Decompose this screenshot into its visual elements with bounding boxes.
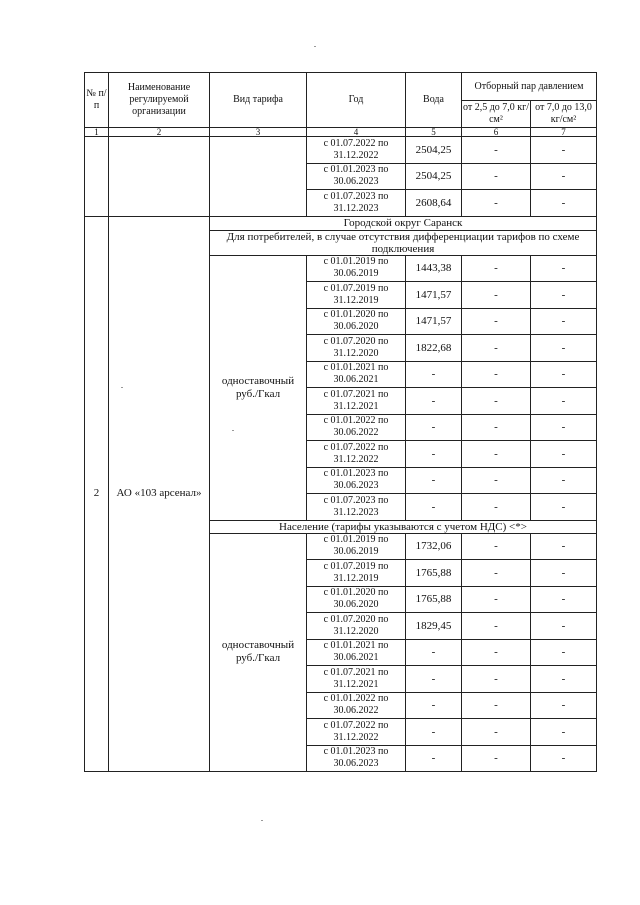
period-cell: с 01.01.2021 по 30.06.2021 — [307, 361, 406, 388]
scan-speck — [121, 387, 123, 388]
scan-speck — [261, 820, 263, 821]
period-cell: с 01.07.2019 по 31.12.2019 — [307, 282, 406, 309]
steam-high-cell: - — [531, 308, 597, 335]
header-no: № п/п — [85, 73, 109, 128]
steam-low-cell: - — [462, 441, 531, 468]
continued-org-cell — [109, 137, 210, 217]
steam-low-cell: - — [462, 137, 531, 164]
water-cell: - — [406, 666, 462, 693]
steam-high-cell: - — [531, 613, 597, 640]
steam-high-cell: - — [531, 533, 597, 560]
steam-low-cell: - — [462, 639, 531, 666]
water-cell: 1732,06 — [406, 533, 462, 560]
water-cell: 1765,88 — [406, 560, 462, 587]
water-cell: - — [406, 719, 462, 746]
water-cell: - — [406, 361, 462, 388]
period-cell: с 01.01.2019 по 30.06.2019 — [307, 255, 406, 282]
water-cell: 2608,64 — [406, 190, 462, 217]
column-number: 1 — [85, 128, 109, 137]
period-cell: с 01.07.2019 по 31.12.2019 — [307, 560, 406, 587]
steam-low-cell: - — [462, 666, 531, 693]
water-cell: - — [406, 494, 462, 521]
steam-high-cell: - — [531, 586, 597, 613]
steam-low-cell: - — [462, 255, 531, 282]
steam-high-cell: - — [531, 137, 597, 164]
steam-high-cell: - — [531, 414, 597, 441]
column-number: 4 — [307, 128, 406, 137]
period-cell: с 01.07.2022 по 31.12.2022 — [307, 441, 406, 468]
scan-speck — [314, 46, 316, 47]
steam-low-cell: - — [462, 282, 531, 309]
water-cell: 1822,68 — [406, 335, 462, 362]
steam-low-cell: - — [462, 335, 531, 362]
period-cell: с 01.07.2022 по 31.12.2022 — [307, 719, 406, 746]
tariff-type-cell: одноставочный руб./Гкал — [210, 533, 307, 772]
period-cell: с 01.01.2020 по 30.06.2020 — [307, 308, 406, 335]
steam-low-cell: - — [462, 361, 531, 388]
steam-low-cell: - — [462, 613, 531, 640]
period-cell: с 01.07.2020 по 31.12.2020 — [307, 335, 406, 362]
water-cell: - — [406, 467, 462, 494]
steam-low-cell: - — [462, 560, 531, 587]
steam-high-cell: - — [531, 467, 597, 494]
table-row — [85, 137, 597, 164]
period-cell: с 01.01.2023 по 30.06.2023 — [307, 163, 406, 190]
period-cell: с 01.01.2022 по 30.06.2022 — [307, 414, 406, 441]
period-cell: с 01.01.2023 по 30.06.2023 — [307, 745, 406, 772]
water-cell: 2504,25 — [406, 163, 462, 190]
scan-speck — [232, 430, 234, 431]
continued-tariff-cell — [210, 137, 307, 217]
steam-low-cell: - — [462, 467, 531, 494]
water-cell: - — [406, 745, 462, 772]
section-title: Для потребителей, в случае отсутствия дифференциации тарифов по схеме подключения — [210, 230, 597, 255]
steam-low-cell: - — [462, 190, 531, 217]
water-cell: 1765,88 — [406, 586, 462, 613]
steam-high-cell: - — [531, 255, 597, 282]
water-cell: - — [406, 441, 462, 468]
continued-number-cell — [85, 137, 109, 217]
water-cell: 2504,25 — [406, 137, 462, 164]
steam-high-cell: - — [531, 335, 597, 362]
district-title: Городской округ Саранск — [210, 216, 597, 230]
steam-low-cell: - — [462, 586, 531, 613]
steam-low-cell: - — [462, 533, 531, 560]
column-number: 2 — [109, 128, 210, 137]
steam-high-cell: - — [531, 639, 597, 666]
steam-high-cell: - — [531, 388, 597, 415]
steam-high-cell: - — [531, 163, 597, 190]
column-number: 3 — [210, 128, 307, 137]
period-cell: с 01.07.2021 по 31.12.2021 — [307, 666, 406, 693]
water-cell: 1829,45 — [406, 613, 462, 640]
water-cell: - — [406, 692, 462, 719]
steam-low-cell: - — [462, 494, 531, 521]
steam-high-cell: - — [531, 190, 597, 217]
column-number-row — [85, 128, 597, 137]
steam-high-cell: - — [531, 692, 597, 719]
period-cell: с 01.01.2020 по 30.06.2020 — [307, 586, 406, 613]
column-number: 5 — [406, 128, 462, 137]
water-cell: - — [406, 414, 462, 441]
org-name: АО «103 арсенал» — [109, 216, 210, 772]
tariff-table — [84, 72, 597, 772]
column-number: 6 — [462, 128, 531, 137]
steam-high-cell: - — [531, 441, 597, 468]
steam-high-cell: - — [531, 361, 597, 388]
period-cell: с 01.07.2022 по 31.12.2022 — [307, 137, 406, 164]
steam-high-cell: - — [531, 719, 597, 746]
period-cell: с 01.01.2019 по 30.06.2019 — [307, 533, 406, 560]
water-cell: - — [406, 388, 462, 415]
header-tariff-type: Вид тарифа — [210, 73, 307, 128]
header-org-name: Наименование регулируемой организации — [109, 73, 210, 128]
steam-low-cell: - — [462, 719, 531, 746]
steam-low-cell: - — [462, 388, 531, 415]
header-steam-high: от 7,0 до 13,0 кг/см² — [531, 101, 597, 128]
period-cell: с 01.07.2023 по 31.12.2023 — [307, 494, 406, 521]
column-number: 7 — [531, 128, 597, 137]
period-cell: с 01.01.2021 по 30.06.2021 — [307, 639, 406, 666]
period-cell: с 01.01.2023 по 30.06.2023 — [307, 467, 406, 494]
water-cell: 1471,57 — [406, 282, 462, 309]
district-row — [85, 216, 597, 230]
period-cell: с 01.07.2023 по 31.12.2023 — [307, 190, 406, 217]
section-title: Население (тарифы указываются с учетом НДС) <*> — [210, 520, 597, 533]
steam-high-cell: - — [531, 560, 597, 587]
steam-low-cell: - — [462, 692, 531, 719]
water-cell: - — [406, 639, 462, 666]
steam-low-cell: - — [462, 745, 531, 772]
steam-high-cell: - — [531, 282, 597, 309]
steam-high-cell: - — [531, 666, 597, 693]
steam-low-cell: - — [462, 308, 531, 335]
steam-low-cell: - — [462, 414, 531, 441]
water-cell: 1471,57 — [406, 308, 462, 335]
header-water: Вода — [406, 73, 462, 128]
header-year: Год — [307, 73, 406, 128]
steam-high-cell: - — [531, 494, 597, 521]
steam-low-cell: - — [462, 163, 531, 190]
org-number: 2 — [85, 216, 109, 772]
water-cell: 1443,38 — [406, 255, 462, 282]
header-steam: Отборный пар давлением — [462, 73, 597, 101]
period-cell: с 01.07.2020 по 31.12.2020 — [307, 613, 406, 640]
steam-high-cell: - — [531, 745, 597, 772]
period-cell: с 01.01.2022 по 30.06.2022 — [307, 692, 406, 719]
tariff-type-cell: одноставочный руб./Гкал — [210, 255, 307, 520]
header-steam-low: от 2,5 до 7,0 кг/см² — [462, 101, 531, 128]
period-cell: с 01.07.2021 по 31.12.2021 — [307, 388, 406, 415]
